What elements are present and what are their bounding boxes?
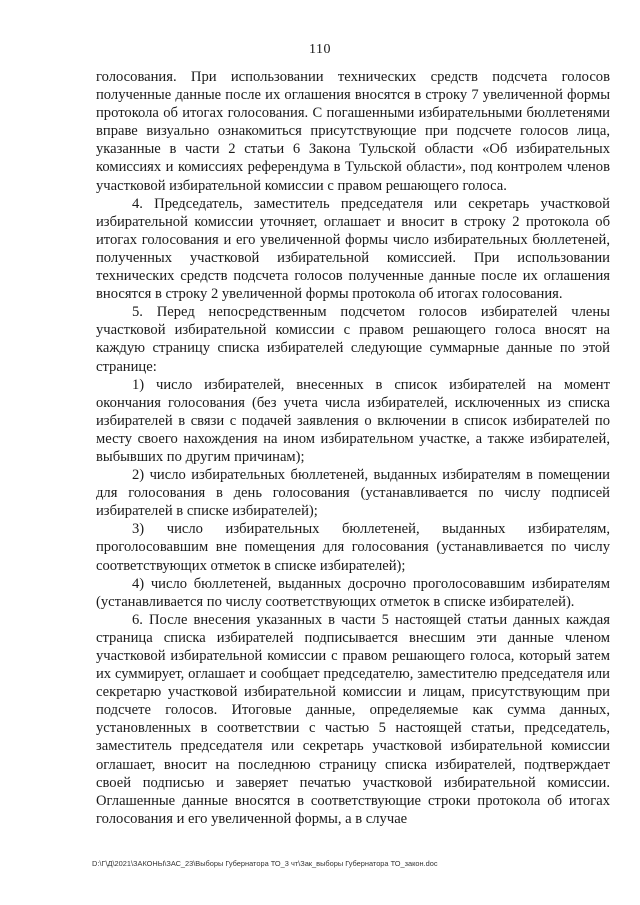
list-item-3: 3) число избирательных бюллетеней, выданных избирателям, проголосовавшим вне помещения для голосования (устанавливается по числу соответствующих отметок в списке избирателей);	[96, 521, 610, 574]
document-body	[96, 68, 610, 828]
list-item-2: 2) число избирательных бюллетеней, выданных избирателям в помещении для голосования в день голосования (устанавливается по числу подписей избирателей в списке избирателей);	[96, 467, 610, 520]
footer-file-path: D:\Г\Д\2021\ЗАКОНЫ\ЗАС_23\Выборы Губернатора ТО_3 чт\Зак_выборы Губернатора ТО_закон.doc	[92, 859, 438, 868]
paragraph-6: 6. После внесения указанных в части 5 настоящей статьи данных каждая страница списка избирателей подписывается внесшим эти данные членом участковой избирательной комиссии с правом решающего голоса, который затем их суммирует, оглашает и сообщает председателю, заместителю председателя или секретарю участковой избирательной комиссии и лицам, присутствующим при подсчете голосов. Итоговые данные, определяемые как сумма данных, установленных в соответствии с частью 5 настоящей статьи, председатель, заместитель председателя или секретарь участковой избирательной комиссии оглашает, вносит на последнюю страницу списка избирателей, подтверждает своей подписью и заверяет печатью участковой избирательной комиссии. Оглашенные данные вносятся в соответствующие строки протокола об итогах голосования и его увеличенной формы, а в случае	[96, 611, 610, 827]
list-item-1: 1) число избирателей, внесенных в список избирателей на момент окончания голосования (без учета числа избирателей, исключенных из списка избирателей в связи с подачей заявления о включении в список избирателей по месту своего нахождения на ином избирательном участке, а также избирателей, выбывших по другим причинам);	[96, 376, 610, 465]
list-item-4: 4) число бюллетеней, выданных досрочно проголосовавшим избирателям (устанавливается по числу соответствующих отметок в списке избирателей).	[96, 575, 610, 610]
paragraph-4: 4. Председатель, заместитель председателя или секретарь участковой избирательной комиссии уточняет, оглашает и вносит в строку 2 протокола об итогах голосования и его увеличенной формы число избирательных бюллетеней, полученных участковой избирательной комиссией. При использовании технических средств подсчета голосов полученные данные после их оглашения вносятся в строку 2 увеличенной формы протокола об итогах голосования.	[96, 195, 610, 303]
paragraph-continuation: голосования. При использовании технических средств подсчета голосов полученные данные после их оглашения вносятся в строку 7 увеличенной формы протокола об итогах голосования. С погашенными избирательными бюллетенями вправе визуально ознакомиться присутствующие при подсчете голосов лица, указанные в части 2 статьи 6 Закона Тульской области «Об избирательных комиссиях и комиссиях референдума в Тульской области», под контролем членов участковой избирательной комиссии с правом решающего голоса.	[96, 69, 610, 194]
paragraph-5: 5. Перед непосредственным подсчетом голосов избирателей члены участковой избирательной комиссии с правом решающего голоса вносят на каждую страницу списка избирателей следующие суммарные данные по этой странице:	[96, 304, 610, 375]
page-number: 110	[309, 42, 331, 57]
